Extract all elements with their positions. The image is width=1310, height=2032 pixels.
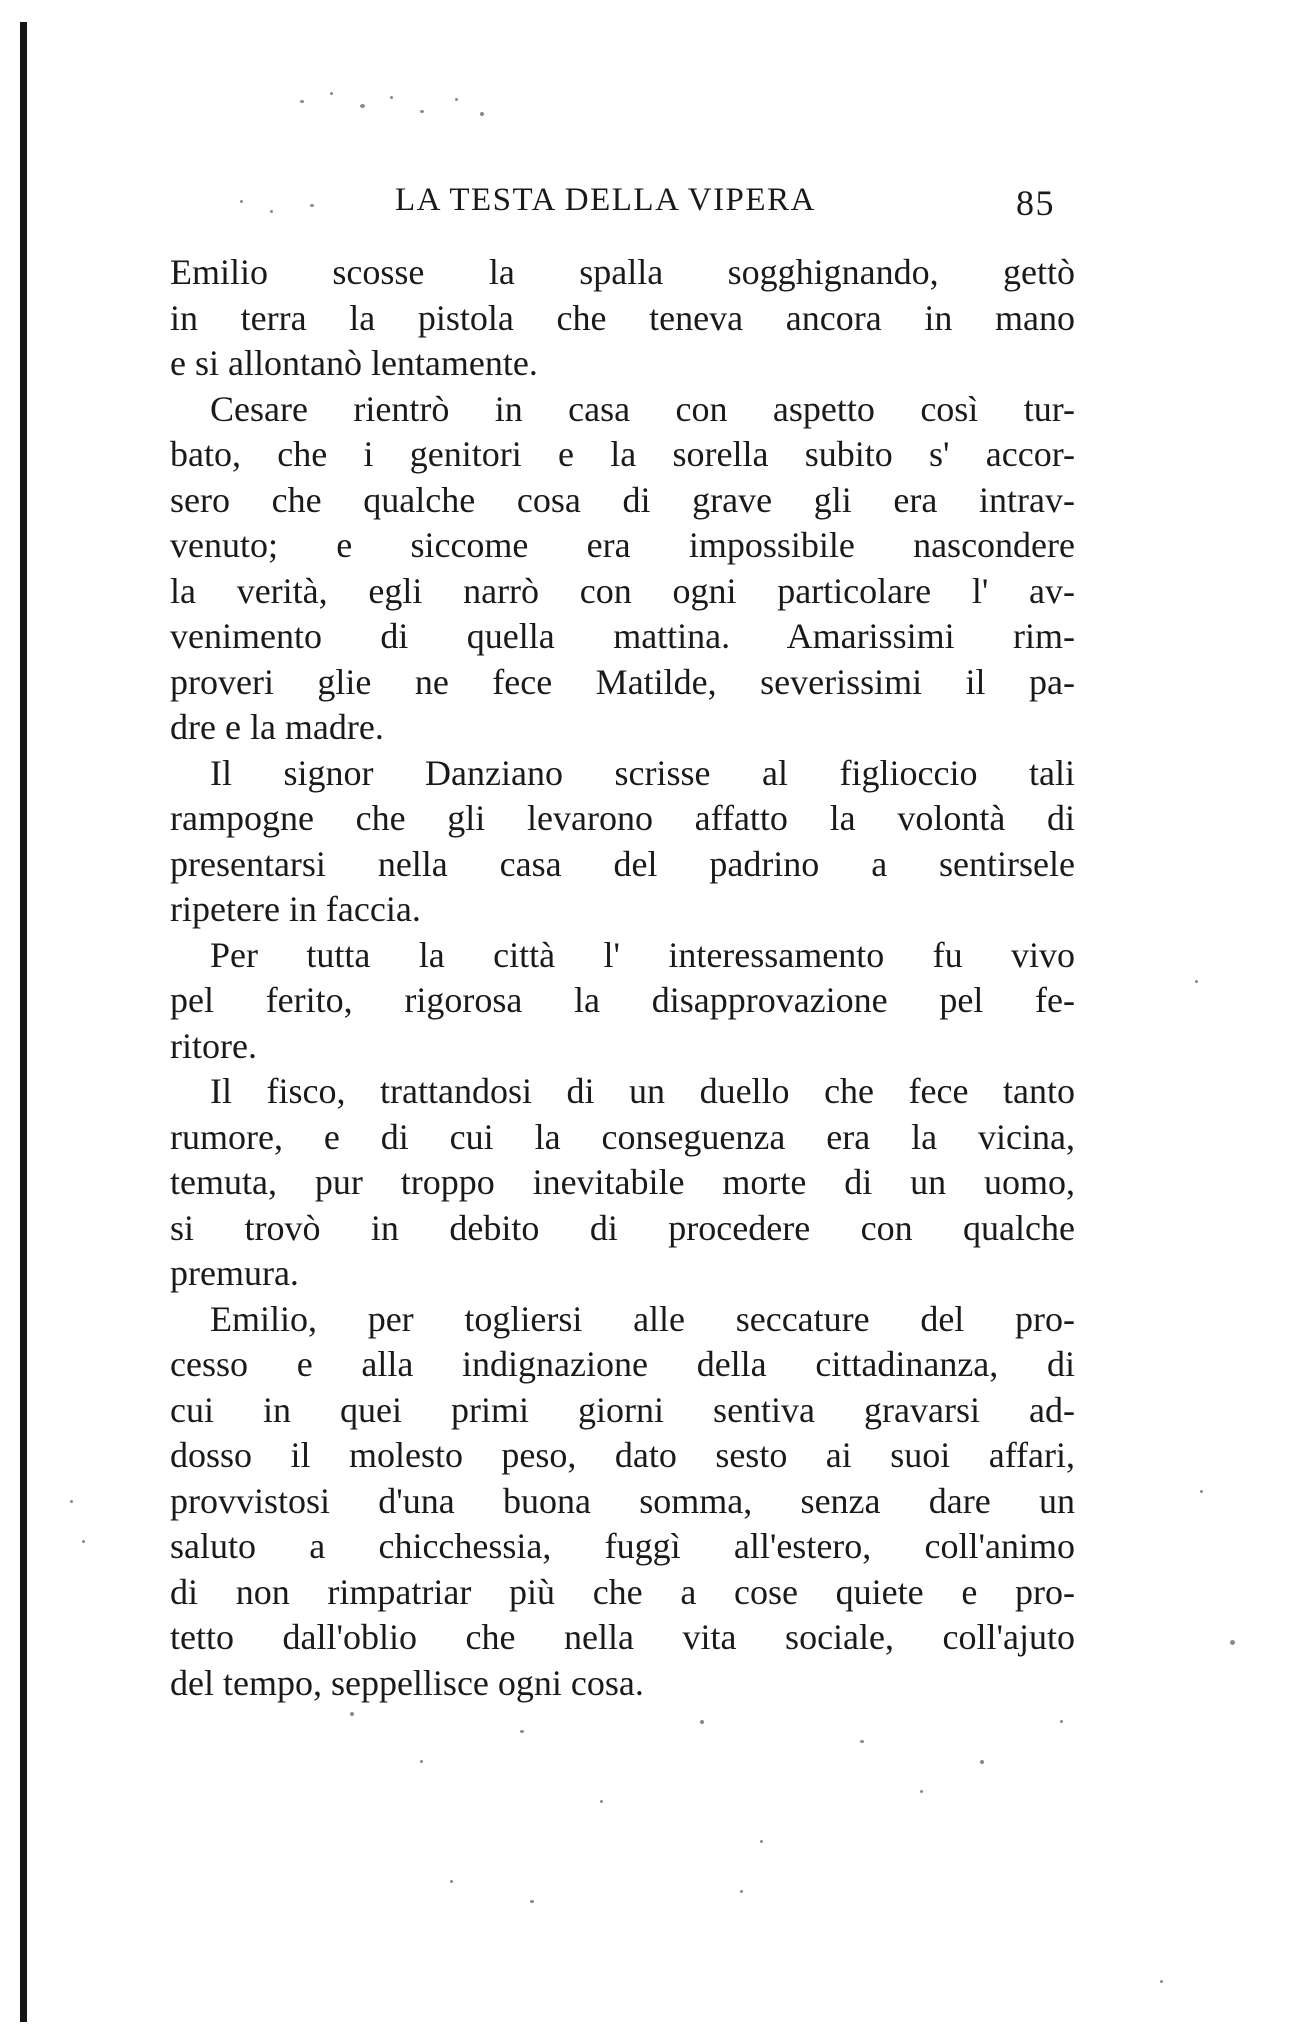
binding-edge bbox=[20, 22, 27, 2022]
text-line: premura. bbox=[170, 1253, 299, 1293]
text-line: pel ferito, rigorosa la disapprovazione pel fe- bbox=[170, 980, 1075, 1020]
text-line: bato, che i genitori e la sorella subito s' accor- bbox=[170, 434, 1075, 474]
text-line: cui in quei primi giorni sentiva gravarsi ad- bbox=[170, 1389, 1075, 1430]
body-text bbox=[170, 250, 1075, 1706]
text-line: si trovò in debito di procedere con qualche bbox=[170, 1207, 1075, 1248]
text-line: saluto a chicchessia, fuggì all'estero, coll'animo bbox=[170, 1526, 1075, 1566]
running-header bbox=[395, 182, 1055, 226]
page-number: 85 bbox=[1016, 183, 1055, 223]
text-line: Cesare rientrò in casa con aspetto così tur- bbox=[210, 388, 1075, 429]
text-line: venimento di quella mattina. Amarissimi rim- bbox=[170, 616, 1075, 656]
text-line: proveri glie ne fece Matilde, severissimi il pa- bbox=[170, 661, 1075, 702]
text-line: Per tutta la città l' interessamento fu vivo bbox=[210, 934, 1075, 975]
running-title: LA TESTA DELLA VIPERA bbox=[395, 182, 816, 218]
text-line: ritore. bbox=[170, 1025, 257, 1066]
text-line: e si allontanò lentamente. bbox=[170, 343, 538, 383]
text-line: presentarsi nella casa del padrino a sentirsele bbox=[170, 843, 1075, 884]
text-line: la verità, egli narrò con ogni particolare l' av- bbox=[170, 570, 1075, 611]
text-line: in terra la pistola che teneva ancora in mano bbox=[170, 297, 1075, 338]
text-line: sero che qualche cosa di grave gli era intrav- bbox=[170, 479, 1075, 520]
text-line: Emilio, per togliersi alle seccature del pro- bbox=[210, 1298, 1075, 1339]
text-line: Emilio scosse la spalla sogghignando, gettò bbox=[170, 252, 1075, 292]
text-line: provvistosi d'una buona somma, senza dare un bbox=[170, 1480, 1075, 1521]
text-line: rumore, e di cui la conseguenza era la vicina, bbox=[170, 1116, 1075, 1157]
text-line: Il fisco, trattandosi di un duello che fece tanto bbox=[210, 1071, 1075, 1111]
text-line: cesso e alla indignazione della cittadinanza, di bbox=[170, 1344, 1075, 1384]
text-line: rampogne che gli levarono affatto la volontà di bbox=[170, 798, 1075, 838]
text-line: Il signor Danziano scrisse al figlioccio tali bbox=[210, 752, 1075, 793]
text-line: del tempo, seppellisce ogni cosa. bbox=[170, 1662, 644, 1703]
text-line: dosso il molesto peso, dato sesto ai suoi affari, bbox=[170, 1435, 1075, 1475]
text-line: dre e la madre. bbox=[170, 707, 384, 747]
text-line: di non rimpatriar più che a cose quiete e pro- bbox=[170, 1571, 1075, 1612]
text-line: temuta, pur troppo inevitabile morte di un uomo, bbox=[170, 1162, 1075, 1202]
text-line: tetto dall'oblio che nella vita sociale, coll'ajuto bbox=[170, 1617, 1075, 1657]
text-line: ripetere in faccia. bbox=[170, 889, 421, 929]
text-line: venuto; e siccome era impossibile nascondere bbox=[170, 525, 1075, 565]
